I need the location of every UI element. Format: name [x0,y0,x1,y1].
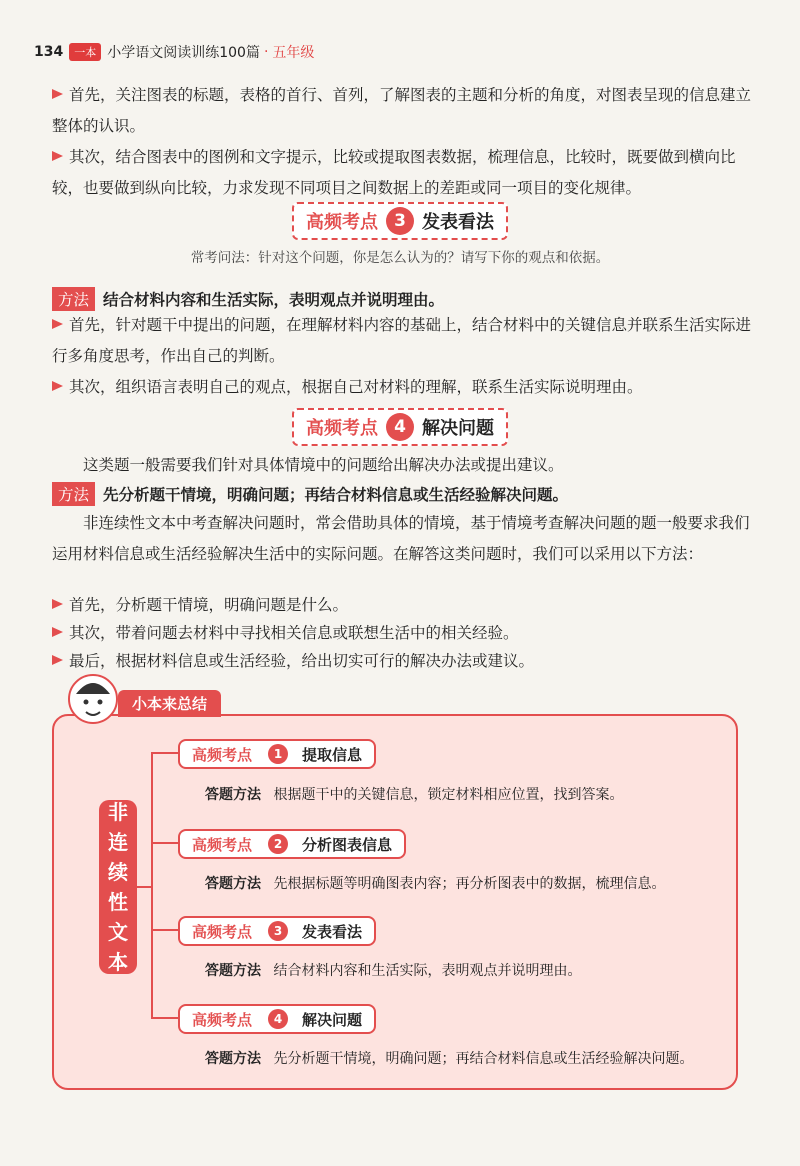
vertical-char: 本 [108,950,128,974]
section3-title: 发表看法 [422,212,494,233]
intro-paragraph-1: 首先，关注图表的标题，表格的首行、首列，了解图表的主题和分析的角度，对图表呈现的信息建立整体的认识。 [52,80,752,142]
summary-panel [52,714,738,1090]
answer-text: 根据题干中的关键信息，锁定材料相应位置，找到答案。 [273,787,624,803]
grade-label: 五年级 [272,45,315,61]
flame-number-icon: 4 [268,1009,288,1029]
connector-line [151,929,178,931]
flame-number-icon: 2 [268,834,288,854]
section3-paragraph-2: 其次，组织语言表明自己的观点，根据自己对材料的理解，联系生活实际说明理由。 [52,372,752,403]
header-separator: · [263,44,269,60]
section3-question: 常考问法：针对这个问题，你是怎么认为的？请写下你的观点和依据。 [190,250,610,266]
vertical-char: 续 [108,860,128,884]
summary-topic-4 [178,1004,376,1034]
section4-step-2: 其次，带着问题去材料中寻找相关信息或联想生活中的相关经验。 [52,618,752,649]
method-tag: 方法 [52,287,95,311]
page-number: 134 [34,44,64,60]
flame-number-icon: 3 [386,207,414,235]
summary-topic-3 [178,916,376,946]
method-text: 结合材料内容和生活实际，表明观点并说明理由。 [103,291,445,309]
topic-title: 解决问题 [302,1010,363,1029]
section4-step-1: 首先，分析题干情境，明确问题是什么。 [52,590,752,621]
connector-line [151,842,178,844]
topic-title: 分析图表信息 [302,835,393,854]
connector-line [137,886,151,888]
connector-line [151,752,178,754]
topic-title: 发表看法 [302,922,363,941]
section3-label: 高频考点 [306,212,378,233]
summary-method-4 [205,1048,693,1068]
section4-intro: 这类题一般需要我们针对具体情境中的问题给出解决办法或提出建议。 [83,456,564,474]
connector-line [151,1017,178,1019]
answer-text: 结合材料内容和生活实际，表明观点并说明理由。 [273,963,582,979]
summary-method-1 [205,784,623,804]
answer-label: 答题方法 [205,963,261,979]
summary-topic-1 [178,739,376,769]
summary-method-3 [205,960,581,980]
method-tag: 方法 [52,482,95,506]
topic-label: 高频考点 [192,745,253,764]
book-logo: 一本 [69,43,101,61]
answer-text: 先分析题干情境，明确问题；再结合材料信息或生活经验解决问题。 [273,1051,694,1067]
section4-title: 解决问题 [422,418,494,439]
topic-label: 高频考点 [192,1010,253,1029]
flame-number-icon: 4 [386,413,414,441]
answer-label: 答题方法 [205,876,261,892]
method-text: 先分析题干情境，明确问题；再结合材料信息或生活经验解决问题。 [103,486,569,504]
page-header [34,40,314,64]
summary-method-2 [205,873,665,893]
topic-title: 提取信息 [302,745,363,764]
flame-number-icon: 1 [268,744,288,764]
answer-text: 先根据标题等明确图表内容；再分析图表中的数据，梳理信息。 [273,876,666,892]
summary-topic-2 [178,829,406,859]
answer-label: 答题方法 [205,1051,261,1067]
connector-line [151,752,153,1018]
section4-method [52,482,568,506]
vertical-char: 连 [108,830,128,854]
vertical-char: 非 [108,800,128,824]
topic-label: 高频考点 [192,922,253,941]
vertical-char: 文 [108,920,128,944]
vertical-title [99,800,137,974]
section4-body: 非连续性文本中考查解决问题时，常会借助具体的情境，基于情境考查解决问题的题一般要求我们运用材料信息或生活经验解决生活中的实际问题。在解答这类问题时，我们可以采用以下方法： [52,514,750,563]
mascot-avatar-icon [66,672,120,732]
intro-paragraph-2: 其次，结合图表中的图例和文字提示，比较或提取图表数据，梳理信息，比较时，既要做到横向比较，也要做到纵向比较，力求发现不同项目之间数据上的差距或同一项目的变化规律。 [52,142,752,204]
vertical-char: 性 [108,890,128,914]
summary-tab: 小本来总结 [118,690,221,717]
flame-number-icon: 3 [268,921,288,941]
section4-label: 高频考点 [306,418,378,439]
section4-step-3: 最后，根据材料信息或生活经验，给出切实可行的解决办法或建议。 [52,646,752,677]
section3-paragraph-1: 首先，针对题干中提出的问题，在理解材料内容的基础上，结合材料中的关键信息并联系生活实际进行多角度思考，作出自己的判断。 [52,310,752,372]
topic-label: 高频考点 [192,835,253,854]
answer-label: 答题方法 [205,787,261,803]
section3-heading [0,202,800,240]
book-title: 小学语文阅读训练100篇 [107,45,260,61]
section3-method [52,287,444,311]
section4-heading [0,408,800,446]
